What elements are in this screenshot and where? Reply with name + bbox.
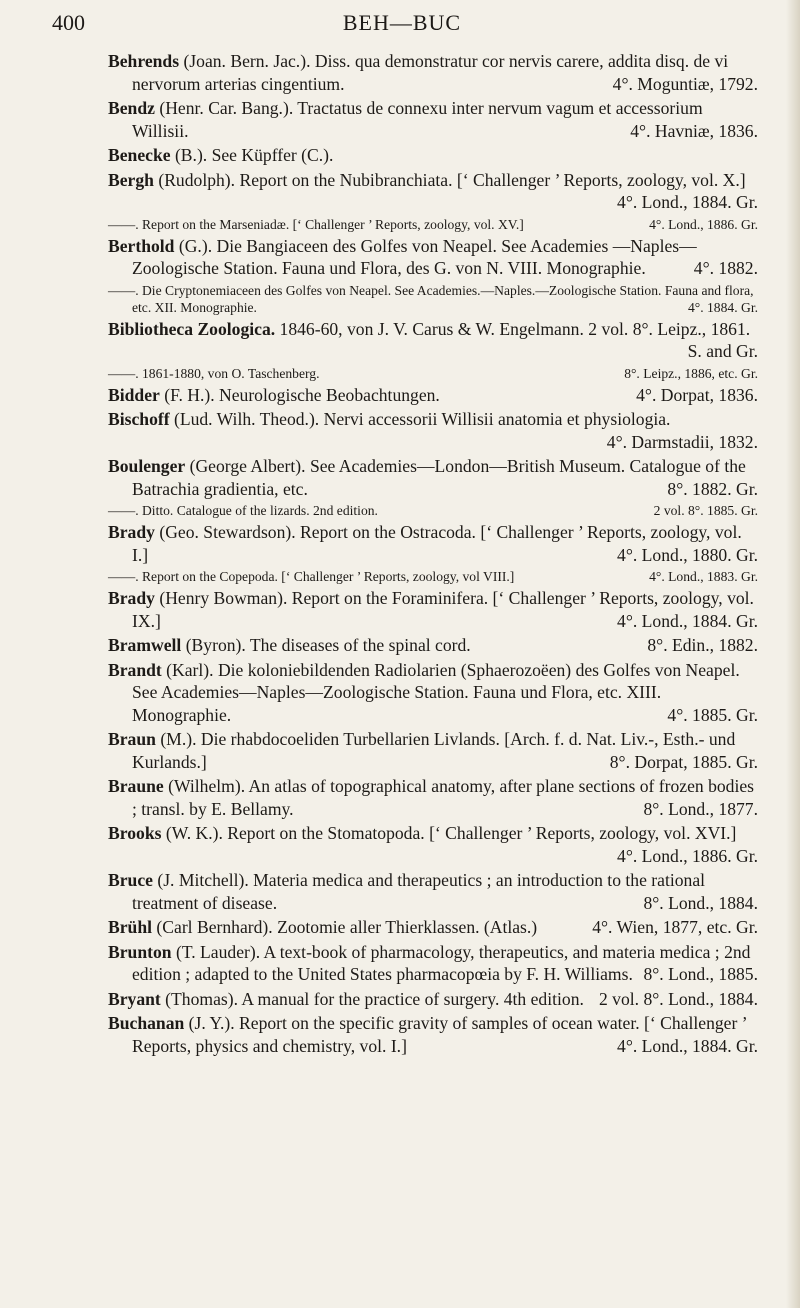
catalogue-entry	[108, 521, 758, 566]
entry-heading: Bidder	[108, 384, 160, 405]
entry-imprint: 4°. Lond., 1884. Gr.	[617, 610, 758, 631]
entry-description: . Report on the Copepoda. [‘ Challenger ’ Reports, zoology, vol VIII.]	[135, 569, 515, 584]
entry-description: (Rudolph). Report on the Nubibranchiata. [‘ Challenger ’ Reports, zoology, vol. X.]	[153, 169, 746, 190]
entry-imprint: S. and Gr.	[687, 341, 758, 361]
entry-imprint: 4°. Lond., 1886. Gr.	[617, 845, 758, 866]
catalogue-entry	[108, 1012, 758, 1057]
entry-heading: Bischoff	[108, 409, 170, 429]
entry-imprint: 4°. Moguntiæ, 1792.	[612, 73, 758, 94]
entry-heading: Bibliotheca Zoologica.	[108, 318, 276, 339]
entry-heading: Brady	[108, 522, 155, 542]
entry-imprint: 4°. Lond., 1884. Gr.	[617, 192, 758, 212]
catalogue-entry	[108, 634, 758, 657]
catalogue-entry	[108, 455, 758, 500]
entry-heading: Bergh	[108, 169, 154, 190]
catalogue-entry	[108, 216, 758, 233]
entry-heading: ——	[108, 503, 136, 518]
entry-heading: Bendz	[108, 98, 155, 118]
entry-heading: Behrends	[108, 51, 180, 71]
catalogue-entry	[108, 97, 758, 142]
entry-imprint: 4°. Darmstadii, 1832.	[606, 431, 758, 452]
entry-imprint: 8°. Leipz., 1886, etc. Gr.	[624, 365, 758, 381]
entry-description: (W. K.). Report on the Stomatopoda. [‘ Challenger ’ Reports, zoology, vol. XVI.]	[161, 823, 737, 843]
entry-imprint: 8°. Lond., 1885.	[643, 964, 758, 984]
catalogue-entry	[108, 916, 758, 939]
entry-description: (G.). Die Bangiaceen des Golfes von Neapel. See Academies —Naples—Zoologische Station. Fauna und Flora, des G. von N. VIII. Monographie.	[132, 235, 697, 278]
catalogue-entry	[108, 659, 758, 727]
entry-description: (Byron). The diseases of the spinal cord.	[181, 635, 471, 655]
entry-imprint: 4°. Wien, 1877, etc. Gr.	[592, 917, 758, 937]
page-edge	[786, 0, 800, 1308]
catalogue-entry	[108, 728, 758, 773]
entry-heading: Bryant	[108, 988, 161, 1009]
entry-heading: Braune	[108, 776, 164, 796]
entry-imprint: 8°. Lond., 1877.	[643, 798, 758, 819]
entry-list	[108, 50, 758, 1059]
entry-imprint: 4°. 1885. Gr.	[667, 704, 758, 725]
entry-imprint: 8°. Edin., 1882.	[647, 635, 758, 655]
entry-description: (Joan. Bern. Jac.). Diss. qua demonstratur cor nervis carere, addita disq. de vi nervorum arterias cingentium.	[132, 51, 729, 94]
entry-description: (George Albert). See Academies—London—British Museum. Catalogue of the Batrachia gradientia, etc.	[132, 456, 746, 499]
catalogue-entry	[108, 869, 758, 914]
catalogue-entry	[108, 502, 758, 519]
catalogue-entry	[108, 587, 758, 632]
entry-imprint: 4°. Lond., 1886. Gr.	[649, 216, 758, 232]
entry-heading: Benecke	[108, 145, 171, 165]
entry-heading: Braun	[108, 729, 156, 749]
entry-description: (T. Lauder). A text-book of pharmacology, therapeutics, and materia medica ; 2nd edition ; adapted to the United States pharmacopœia by F. H. Williams.	[132, 941, 751, 984]
entry-heading: Brunton	[108, 941, 172, 962]
entry-imprint: 8°. 1882. Gr.	[667, 478, 758, 499]
entry-heading: Bramwell	[108, 635, 182, 655]
catalogue-entry	[108, 169, 758, 214]
entry-heading: Berthold	[108, 235, 175, 256]
entry-heading: ——	[108, 569, 136, 584]
catalogue-entry	[108, 365, 758, 382]
page-header	[52, 10, 752, 40]
entry-description: (F. H.). Neurologische Beobachtungen.	[159, 384, 440, 405]
entry-imprint: 4°. Dorpat, 1836.	[636, 384, 758, 405]
entry-imprint: 2 vol. 8°. Lond., 1884.	[598, 988, 758, 1009]
catalogue-entry	[108, 235, 758, 280]
entry-description: (Wilhelm). An atlas of topographical anatomy, after plane sections of frozen bodies ; transl. by E. Bellamy.	[132, 776, 755, 819]
catalogue-entry	[108, 50, 758, 95]
catalogue-entry	[108, 318, 758, 363]
entry-heading: Bruce	[108, 870, 153, 890]
entry-description: (M.). Die rhabdocoeliden Turbellarien Livlands. [Arch. f. d. Nat. Liv.-, Esth.- und Kurlands.]	[132, 729, 736, 772]
entry-description: . 1861-1880, von O. Taschenberg.	[135, 365, 320, 381]
entry-imprint: 4°. 1884. Gr.	[687, 299, 758, 315]
catalogue-entry	[108, 988, 758, 1011]
entry-imprint: 4°. Lond., 1880. Gr.	[617, 544, 758, 565]
entry-description: (Karl). Die koloniebildenden Radiolarien (Sphaerozoëen) des Golfes von Neapel. See Academies—Naples—Zoologische Station. Fauna und Flora, etc. XIII. Monographie.	[132, 659, 740, 725]
entry-description: (J. Y.). Report on the specific gravity of samples of ocean water. [‘ Challenger ’ Reports, physics and chemistry, vol. I.]	[132, 1013, 747, 1056]
entry-heading: Buchanan	[108, 1013, 185, 1033]
entry-description: . Report on the Marseniadæ. [‘ Challenger ’ Reports, zoology, vol. XV.]	[135, 216, 524, 232]
entry-imprint: 8°. Lond., 1884.	[643, 892, 758, 913]
entry-imprint: 8°. Dorpat, 1885. Gr.	[609, 751, 758, 772]
entry-description: (J. Mitchell). Materia medica and therapeutics ; an introduction to the rational treatment of disease.	[132, 870, 706, 913]
entry-heading: Brühl	[108, 917, 153, 937]
entry-imprint: 4°. Lond., 1883. Gr.	[649, 569, 758, 584]
entry-description: (Carl Bernhard). Zootomie aller Thierklassen. (Atlas.)	[152, 917, 538, 937]
catalogue-entry	[108, 282, 758, 316]
entry-description: (Thomas). A manual for the practice of surgery. 4th edition.	[160, 988, 584, 1009]
entry-description: (Henr. Car. Bang.). Tractatus de connexu inter nervum vagum et accessorium Willisii.	[132, 98, 703, 141]
entry-imprint: 4°. Lond., 1884. Gr.	[617, 1035, 758, 1056]
entry-description: . Die Cryptonemiaceen des Golfes von Neapel. See Academies.—Naples.—Zoologische Station. Fauna and flora, etc. XII. Monographie.	[132, 282, 754, 315]
entry-heading: Brandt	[108, 659, 162, 680]
entry-description: 1846-60, von J. V. Carus & W. Engelmann. 2 vol. 8°. Leipz., 1861.	[275, 318, 751, 339]
catalogue-entry	[108, 384, 758, 407]
entry-description: (Lud. Wilh. Theod.). Nervi accessorii Willisii anatomia et physiologia.	[169, 409, 671, 429]
entry-description: . Ditto. Catalogue of the lizards. 2nd edition.	[135, 503, 378, 518]
entry-description: (Henry Bowman). Report on the Foraminifera. [‘ Challenger ’ Reports, zoology, vol. IX.]	[132, 588, 754, 631]
entry-heading: Brooks	[108, 823, 162, 843]
entry-heading: ——	[108, 282, 136, 298]
entry-heading: Brady	[108, 588, 155, 608]
catalogue-entry	[108, 568, 758, 585]
entry-imprint: 2 vol. 8°. 1885. Gr.	[653, 503, 758, 518]
catalogue-entry	[108, 408, 758, 453]
page-number: 400	[52, 10, 85, 35]
catalogue-entry	[108, 144, 758, 167]
entry-imprint: 4°. 1882.	[693, 258, 758, 278]
entry-description: (Geo. Stewardson). Report on the Ostracoda. [‘ Challenger ’ Reports, zoology, vol. I.]	[132, 522, 742, 565]
catalogue-entry	[108, 775, 758, 820]
entry-heading: ——	[108, 365, 136, 381]
catalogue-entry	[108, 822, 758, 867]
catalogue-entry	[108, 941, 758, 986]
entry-description: (B.). See Küpffer (C.).	[170, 145, 334, 165]
entry-imprint: 4°. Havniæ, 1836.	[630, 120, 758, 141]
running-head: BEH—BUC	[342, 10, 462, 35]
entry-heading: Boulenger	[108, 456, 186, 476]
entry-heading: ——	[108, 216, 136, 232]
